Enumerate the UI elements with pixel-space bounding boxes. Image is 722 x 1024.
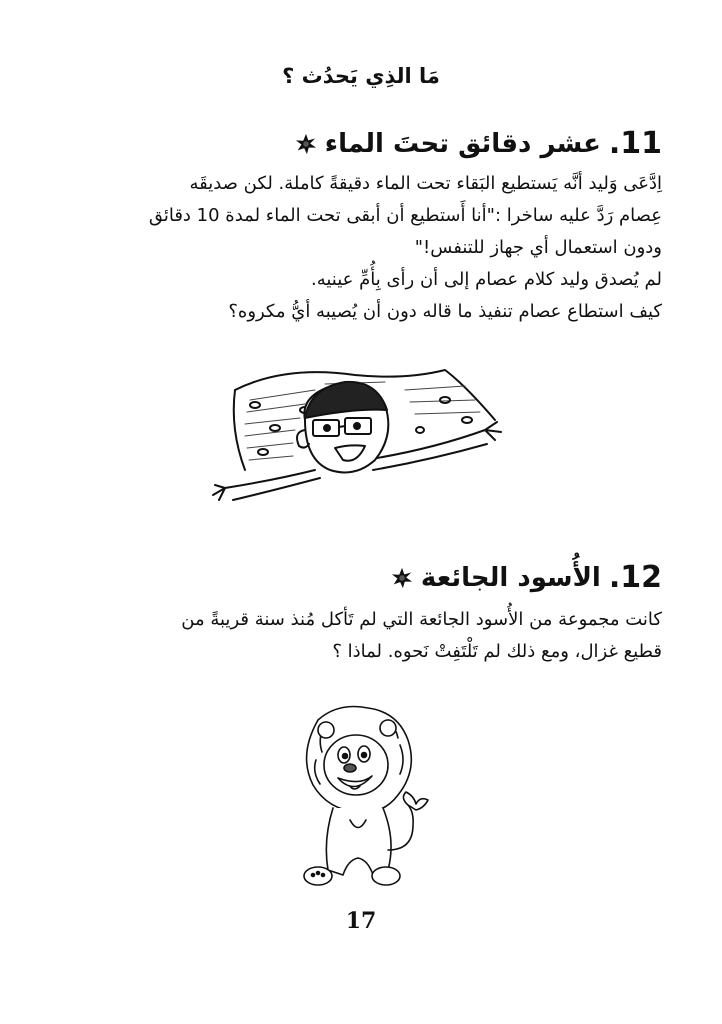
puzzle-11-title (295, 126, 662, 161)
text-line: اِدَّعَى وَليد أنَّه يَستطيع البَقاء تحت الماء دقيقةً كاملة. لكن صديقَه (189, 173, 662, 194)
puzzle-11-text (60, 168, 662, 328)
puzzle-11-heading: عشر دقائق تحتَ الماء (324, 128, 601, 159)
puzzle-11-number: 11. (608, 126, 662, 161)
text-line: كيف استطاع عصام تنفيذ ما قاله دون أن يُصيبه أيُّ مكروه؟ (228, 301, 662, 322)
sparkle-star-icon (391, 567, 413, 589)
sparkle-star-icon (295, 133, 317, 155)
cartoon-lion-drawing (288, 700, 438, 890)
page-number: 17 (345, 908, 377, 934)
boy-swimming-drawing (205, 360, 515, 520)
text-line: لم يُصدق وليد كلام عصام إلى أن رأى بِأُمِّ عينيه. (310, 269, 662, 290)
text-line: كانت مجموعة من الأُسود الجائعة التي لم تَأكل مُنذ سنة قريبةً من (181, 609, 662, 630)
page-header: مَا الذِي يَحدُث ؟ (282, 64, 440, 88)
text-line: قطيع غزال، ومع ذلك لم تَلْتَفِتْ نَحوه. لماذا ؟ (332, 641, 662, 662)
text-line: عِصام رَدَّ عليه ساخرا :"أنا أَستطيع أن أبقى تحت الماء لمدة 10 دقائق (148, 205, 662, 226)
puzzle-12-heading: الأُسود الجائعة (420, 562, 601, 593)
text-line: ودون استعمال أي جهاز للتنفس!" (414, 237, 662, 258)
puzzle-12-title (391, 560, 662, 595)
puzzle-12-text (60, 604, 662, 668)
puzzle-12-number: 12. (608, 560, 662, 595)
